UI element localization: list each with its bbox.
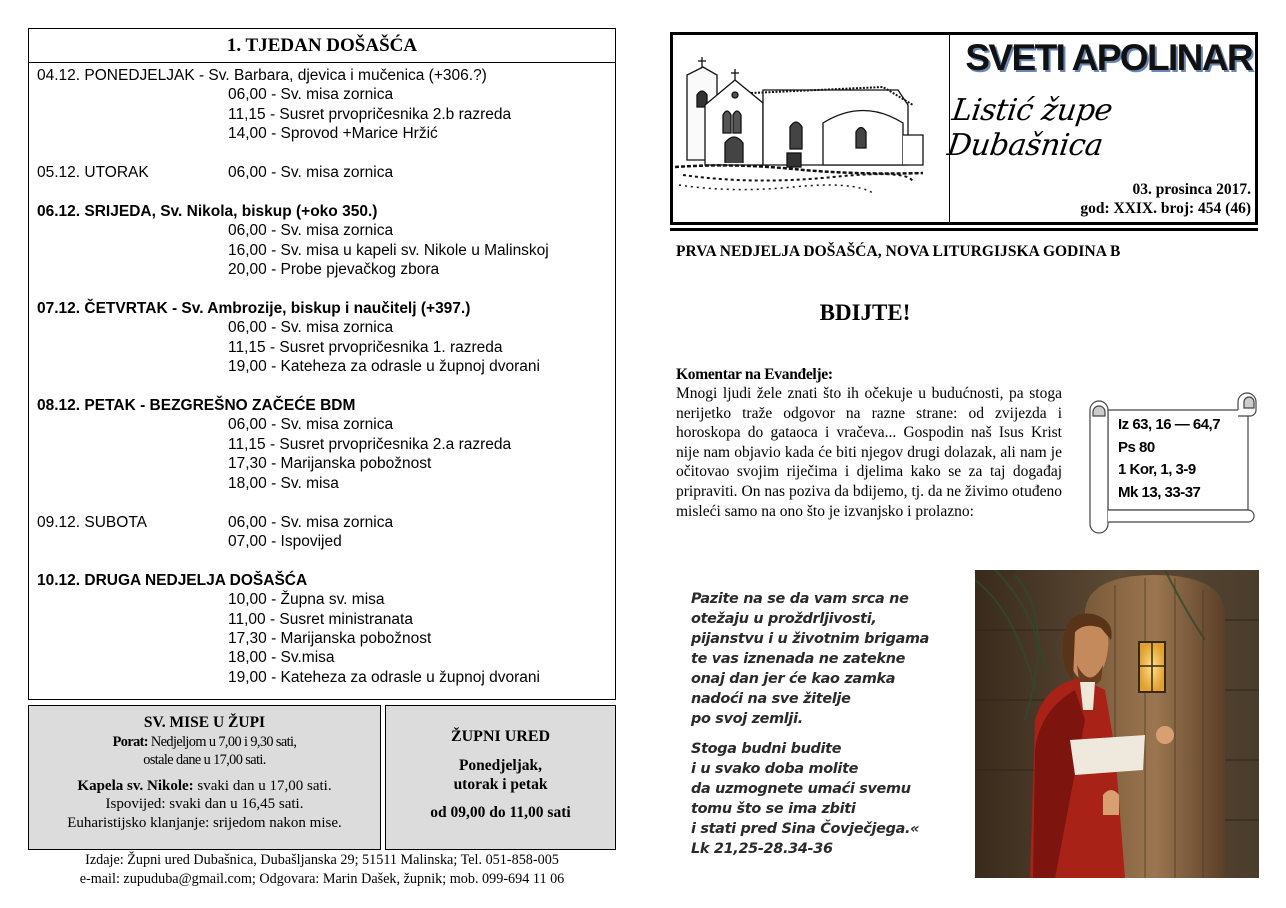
day-heading-text: 10.12. DRUGA NEDJELJA DOŠAŠĆA <box>37 571 308 589</box>
quote-stanza-1 <box>691 589 966 729</box>
porat-line-2: ostale dane u 17,00 sati. <box>143 752 266 768</box>
comment-body: Mnogi ljudi žele znati što ih očekuje u budućnosti, pa stoga nerijetko traže odgovor na razne strane: od zvijezda i horoskopa do gataoca i vračeva... Gospodin naš Isus Krist nije nam objavio kada će biti njegov drugi dolazak, ali nam je očitovao svojim riječima i djelima kako se za taj događaj pripraviti. On nas poziva da bdijemo, tj. da ne živimo otuđeno misleći samo na ono što je izvanjsko i prolazno: <box>676 385 1062 520</box>
schedule-day <box>37 396 615 493</box>
reading-1: Iz 63, 16 — 64,7 <box>1118 416 1221 433</box>
schedule-event: 11,00 - Susret ministranata <box>228 610 413 628</box>
office-days-1: Ponedjeljak, <box>458 757 543 774</box>
quote-stanza-2 <box>691 739 966 859</box>
article-headline: BDIJTE! <box>819 300 911 325</box>
reading-4: Mk 13, 33-37 <box>1118 483 1201 501</box>
schedule-event: 06,00 - Sv. misa zornica <box>228 319 394 337</box>
reading-3: 1 Kor, 1, 3-9 <box>1118 461 1196 478</box>
day-heading <box>37 66 615 85</box>
day-heading <box>37 513 615 532</box>
schedule-title: 1. TJEDAN DOŠAŠĆA <box>29 29 615 63</box>
schedule-event: 06,00 - Sv. misa zornica <box>228 416 394 434</box>
day-heading <box>37 163 615 182</box>
paper-subtitle: Listić župe Dubašnica <box>945 93 1115 163</box>
office-days-2: utorak i petak <box>453 776 548 793</box>
masses-box-title: SV. MISE U ŽUPI <box>143 714 266 731</box>
masthead-rule <box>670 228 1258 231</box>
quote-line: po svoj zemlji. <box>691 711 803 727</box>
masthead-title-area <box>945 35 1255 222</box>
day-heading-text: 05.12. UTORAK <box>37 164 149 182</box>
schedule-event: 06,00 - Sv. misa zornica <box>228 86 394 104</box>
masthead <box>670 32 1258 225</box>
footer-imprint <box>28 851 616 888</box>
comment-label: Komentar na Evanđelje: <box>676 366 833 383</box>
day-heading <box>37 202 615 221</box>
jesus-knocking-painting <box>975 570 1259 878</box>
footer-line-1: Izdaje: Župni ured Dubašnica, Dubašljanska 29; 51511 Malinska; Tel. 051-858-005 <box>85 852 559 868</box>
church-drawing <box>673 35 950 222</box>
day-heading-text: 04.12. PONEDJELJAK - Sv. Barbara, djevica i mučenica (+306.?) <box>37 67 487 84</box>
adoration-line: Euharistijsko klanjanje: srijedom nakon mise. <box>67 814 342 831</box>
quote-line: Stoga budni budite <box>691 741 842 757</box>
kapela-line <box>29 777 380 796</box>
day-heading-text: 08.12. PETAK - BEZGREŠNO ZAČEĆE BDM <box>37 397 356 415</box>
kapela-text: svaki dan u 17,00 sati. <box>193 777 332 794</box>
schedule-event: 11,15 - Susret prvopričesnika 2.b razreda <box>228 105 512 123</box>
schedule-day <box>37 66 615 144</box>
schedule-event: 10,00 - Župna sv. misa <box>228 591 385 609</box>
quote-line: te vas iznenada ne zatekne <box>691 651 906 667</box>
quote-line: i stati pred Sina Čovječjega.« <box>691 821 920 837</box>
quote-line: nadoći na sve žitelje <box>691 691 851 707</box>
schedule-event: 11,15 - Susret prvopričesnika 1. razreda <box>228 338 503 356</box>
quote-line: da uzmognete umaći svemu <box>691 781 911 797</box>
porat-label: Porat: <box>112 733 148 750</box>
issue-date: 03. prosinca 2017. <box>1132 181 1251 198</box>
schedule-event: 07,00 - Ispovijed <box>228 532 342 550</box>
schedule-event: 18,00 - Sv.misa <box>228 649 335 667</box>
day-heading-text: 09.12. SUBOTA <box>37 513 147 531</box>
article-subheading: PRVA NEDJELJA DOŠAŠĆA, NOVA LITURGIJSKA GODINA B <box>676 243 1121 260</box>
quote-line: i u svako doba molite <box>691 761 859 777</box>
quote-line: onaj dan jer će kao zamka <box>691 671 896 687</box>
schedule-event: 14,00 - Sprovod +Marice Hržić <box>228 125 438 143</box>
schedule-event: 06,00 - Sv. misa zornica <box>228 222 394 240</box>
schedule-event: 19,00 - Kateheza za odrasle u župnoj dvorani <box>228 668 540 686</box>
porat-line <box>29 733 380 752</box>
schedule-day <box>37 513 615 552</box>
kapela-label: Kapela sv. Nikole: <box>77 777 194 794</box>
office-hours: od 09,00 do 11,00 sati <box>430 804 571 821</box>
schedule-day <box>37 163 615 182</box>
schedule-event: 06,00 - Sv. misa zornica <box>228 513 394 531</box>
schedule-event: 20,00 - Probe pjevačkog zbora <box>228 261 440 279</box>
day-heading <box>37 571 615 590</box>
porat-text: Nedjeljom u 7,00 i 9,30 sati, <box>147 733 297 750</box>
footer-line-2: e-mail: zupuduba@gmail.com; Odgovara: Marin Dašek, župnik; mob. 099-694 11 06 <box>79 870 565 887</box>
church-illustration <box>673 35 949 222</box>
schedule-event: 17,30 - Marijanska pobožnost <box>228 455 432 473</box>
schedule-event: 19,00 - Kateheza za odrasle u župnoj dvorani <box>228 358 540 376</box>
schedule-event: 16,00 - Sv. misa u kapeli sv. Nikole u Malinskoj <box>228 241 549 259</box>
day-heading <box>37 396 615 415</box>
schedule-event: 11,15 - Susret prvopričesnika 2.a razreda <box>228 435 512 453</box>
readings-list <box>1118 414 1220 504</box>
paper-name: SVETI APOLINAR <box>965 37 1252 78</box>
quote-line: otežaju u proždrljivosti, <box>691 611 877 627</box>
gospel-quote <box>691 589 966 859</box>
issue-number: god: XXIX. broj: 454 (46) <box>1080 200 1251 217</box>
readings-scroll <box>1088 392 1260 540</box>
schedule-event: 06,00 - Sv. misa zornica <box>228 164 394 182</box>
schedule-day <box>37 202 615 280</box>
masses-box <box>28 705 381 850</box>
weekly-schedule <box>28 28 616 700</box>
schedule-body <box>29 63 615 687</box>
quote-line: Lk 21,25-28.34-36 <box>691 841 833 857</box>
schedule-event: 17,30 - Marijanska pobožnost <box>228 629 432 647</box>
quote-line: pijanstvu i u životnim brigama <box>691 631 930 647</box>
confession-line: Ispovijed: svaki dan u 16,45 sati. <box>105 796 304 812</box>
schedule-day <box>37 571 615 687</box>
parish-office-box <box>385 705 616 850</box>
day-heading-text: 06.12. SRIJEDA, Sv. Nikola, biskup (+oko 350.) <box>37 202 378 220</box>
painting-image <box>975 570 1259 878</box>
quote-line: Pazite na se da vam srca ne <box>691 591 909 607</box>
office-title: ŽUPNI URED <box>450 728 551 745</box>
quote-line: tomu što se ima zbiti <box>691 801 856 817</box>
day-heading-text: 07.12. ČETVRTAK - Sv. Ambrozije, biskup i naučitelj (+397.) <box>37 300 471 318</box>
reading-2: Ps 80 <box>1118 438 1155 456</box>
day-heading <box>37 299 615 318</box>
schedule-event: 18,00 - Sv. misa <box>228 474 339 492</box>
schedule-day <box>37 299 615 377</box>
